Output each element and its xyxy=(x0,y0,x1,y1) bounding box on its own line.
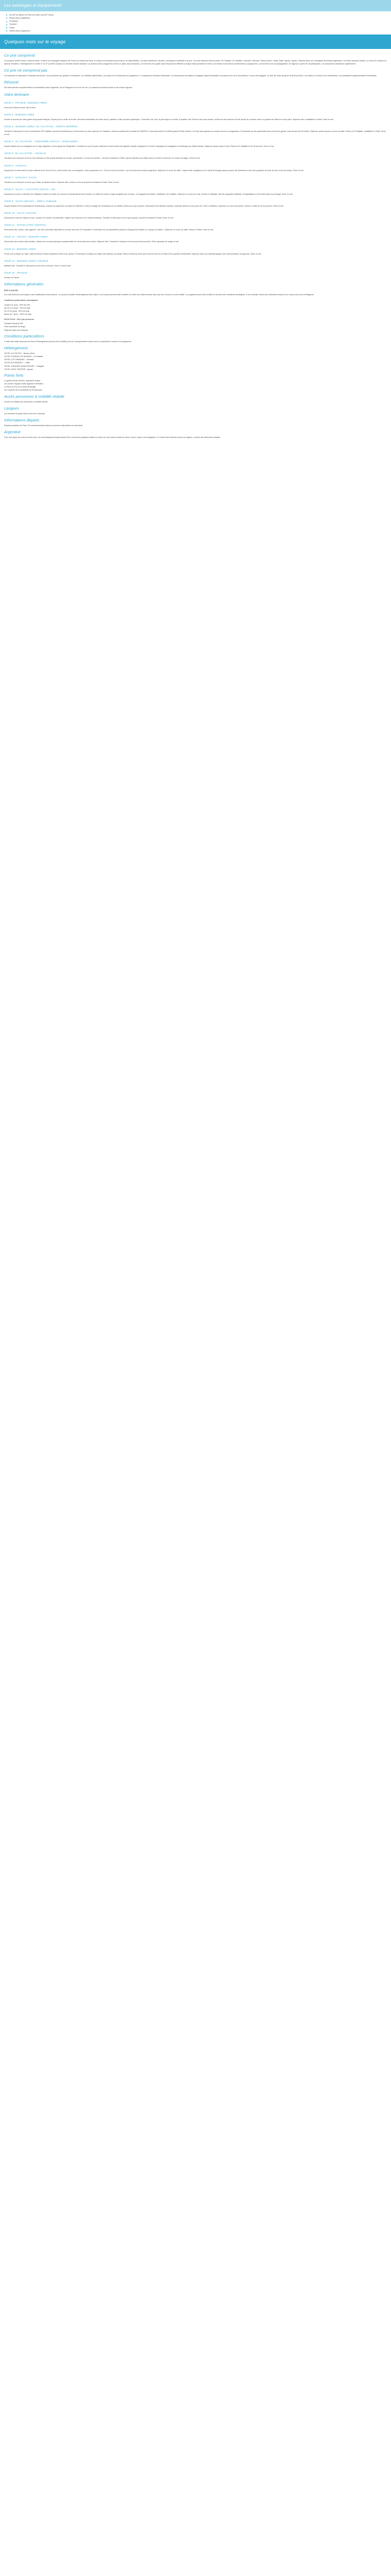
day-title: JOUR 10 : SALTA / IGUAZU xyxy=(4,212,37,215)
not-included-title: Ce prix ne comprend pas xyxy=(4,68,47,73)
itinerary-day xyxy=(4,140,387,148)
list-item: HOTEL ALEJANDRO I – Salta xyxy=(4,362,30,364)
list-item: HOTEL CAFAYATE WINE RESORT – Cafayate xyxy=(4,365,44,367)
itinerary-day xyxy=(4,259,387,267)
not-included-body: Les boissons et dépenses à caractère personnel. Les pourboires aux guides et chauffeurs. Les activités optionnelles. Les repas non mentionnés au programme. Le supplément chambre individuelle. Les assurances annulation et bagages (option facultative à souscrire lors de la réservation). Le port des bagages. La taxe de sortie aéroport de Buenos Aires. Les visites ou entrées non mentionnées. Les prestations supplémentaires éventuelles. xyxy=(4,75,377,77)
itinerary-day xyxy=(4,223,387,231)
info-body: Les vols intérieurs sont sujets à des modifications sans préavis ; ce qui peut modifier l'aménagement des visites. Les horaires peuvent être modifiés et l'ordre des visites inversé sans que leur contenu en soit modifié. Le programme peut être modifié en fonction des conditions climatiques. Il est conseillé d'avoir des vêtements chauds et un coupe-vent pour la Patagonie. xyxy=(4,294,315,296)
trip-banner-title: Quelques mots sur le voyage xyxy=(4,39,66,44)
day-title: JOUR 6 : USHUAIA xyxy=(4,164,27,167)
cancel-conditions-title: Conditions particulières d'annulation : xyxy=(4,299,39,302)
itinerary-day xyxy=(4,211,387,219)
day-title: JOUR 13 : BUENOS AIRES xyxy=(4,247,36,250)
amenity-item: Visites selon programme xyxy=(6,29,387,32)
itinerary-day xyxy=(4,271,387,279)
day-body: Arrivée et accueil par votre guide local parlant français. Départ pour la visite de la ville, deuxième destination de notre circuit, capitale et ville portuaire dynamique : l'Avenida 9 de Julio, la plus large au monde, le quartier San Telmo et ses rues pavées, la Boca et ses maisons de tôle peinte de couleurs vives, le quartier de Palermo et ses parcs. Déjeuner libre. Installation à l'hôtel. Dîner et nuit. xyxy=(4,118,334,121)
day-title: JOUR 1 : FRANCE / BUENOS AIRES xyxy=(4,101,47,104)
amenities-section xyxy=(0,11,391,32)
day-title: JOUR 9 : SALTA (360 km) – 4000 m d'altitude xyxy=(4,199,57,202)
day-title: JOUR 4 : EL CALAFATE – CROISIÈRE UPSALA – SPEGAZZINI xyxy=(4,140,78,143)
included-body: Le transport aérien France / Buenos Aires / France sur compagnie régulière Air France au départ de Paris, en classe économique (sous réserve de disponibilité). Les taxes aériennes, sécurité, surcharge et solidarité à ce jour. Les vols intérieurs Buenos Aires / El Calafate / El Calafate / Ushuaia / Ushuaia / Buenos Aires / Salta, Salta / Iguazu, Iguazu / Buenos Aires sur compagnie Aerolineas Argentinas. Les taxes aéroport locales. Le circuit en minibus ou autocar climatisé. L'hébergement en hôtels 3* ou 4* (normes locales) en chambre double standard. La pension selon programme (menus 2 plats, sans boissons). Les services d'un guide local francophone différent à chaque étape pendant le circuit. Les visites et excursions mentionnées au programme. Les services d'un accompagnateur de l'agence à partir de 15 participants. Les assurances assistance rapatriement. xyxy=(4,59,386,65)
amenity-item: Guide xyxy=(6,26,387,29)
country-body: Pour tout séjour de moins de trois mois, les ressortissants français doivent être munis d'un passeport valide au moins six mois après la date de retour. Aucun vaccin n'est obligatoire. Le climat varie fortement selon les régions : prévoir des vêtements adaptés. xyxy=(4,436,221,438)
day-title: JOUR 2 : BUENOS AIRES xyxy=(4,113,35,116)
day-title: JOUR 7 : USHUAIA / SALTA xyxy=(4,176,37,179)
itinerary-day xyxy=(4,199,387,208)
day-title: JOUR 12 : IGUAZU / BUENOS AIRES xyxy=(4,235,48,239)
specific-conditions-body: L'ordre des visites ainsi que les lieux d'hébergement peuvent être modifiés par nos correspondants locaux tout en respectant le contenu du programme. xyxy=(4,340,132,343)
included-title: Ce prix comprend xyxy=(4,53,35,58)
itinerary-day xyxy=(4,247,387,256)
amenity-item: Transfert xyxy=(6,23,387,26)
list-item: HOTEL POSADA LOS ÁLAMOS – El Calafate xyxy=(4,355,43,358)
day-body: Transfert à l'aéroport et envol à destination d'El Calafate. Accueil et transfert pour la découverte du parc national Los Glaciares, classé au patrimoine mondial de l'UNESCO. Vous découvrirez le célèbre glacier Perito Moreno, l'un des rares glaciers au monde encore en progression. Promenade sur les passerelles face au front du glacier, haut de plus de 60 mètres. Déjeuner panier-repas en cours de visite. Retour à El Calafate. Installation à l'hôtel. Dîner et nuit. xyxy=(4,130,386,136)
day-body: Transfert vers l'aéroport et envol pour Salta, via Buenos Aires. Déjeuner libre. Arrivée en fin de journée et transfert à l'hôtel. Dîner et nuit. xyxy=(4,181,119,183)
day-title: JOUR 8 : SALTA – CAFAYATE (400 km – 6h) xyxy=(4,188,56,191)
bullet-icon xyxy=(6,24,7,25)
lodging-list xyxy=(4,352,387,371)
pack-title: PACK PLUS : 140 € par personne xyxy=(4,318,34,321)
summary-title: Résumé xyxy=(4,80,19,85)
amenities-banner-title: Les avantages et équipements xyxy=(4,3,62,8)
list-item: Les couleurs de la Quebrada de Humahuaca xyxy=(4,389,42,392)
day-title: JOUR 5 : EL CALAFATE – USHUAIA xyxy=(4,152,46,155)
accessibility-body: Circuit non adapté aux personnes à mobilité réduite. xyxy=(4,400,48,403)
day-body: Départ pour la découverte du parc national de la Terre de Feu, entre forêts, lacs et montagnes. Vous emprunterez le « Train du bout du monde » sur les traces des anciens bagnards. Déjeuner en cours de visite. L'après-midi, navigation sur le canal de Beagle jusqu'au phare des Éclaireurs et aux îles peuplées de lions de mer et de cormorans. Dîner et nuit. xyxy=(4,169,304,172)
day-body: Découverte des chutes côté brésilien, offrant une vue panoramique exceptionnelle sur l'ensemble des chutes. Déjeuner libre. Transfert à l'aéroport et envol pour Buenos Aires. Dîner spectacle de tango et nuit. xyxy=(4,241,179,243)
itinerary-day xyxy=(4,125,387,136)
itinerary-day xyxy=(4,113,387,121)
list-item: Le glacier Perito Moreno, spectacle unique xyxy=(4,379,40,382)
day-body: Départ matinal vers la Quebrada de Humahuaca, classée au patrimoine mondial de l'UNESCO. Arrêt au village de Purmamarca et sa célèbre colline aux sept couleurs. Découverte des Salinas Grandes, immense désert de sel à plus de 3 400 m d'altitude. Déjeuner en cours d'excursion. Retour à Salta en fin de journée. Dîner et nuit. xyxy=(4,205,284,207)
itinerary-day xyxy=(4,164,387,172)
day-body: Découverte des chutes, côté argentin, l'une des merveilles naturelles du monde avec ses 275 cascades. Promenade sur les passerelles jusqu'à la Garganta del Diablo, la « gorge du diable ». Déjeuner en cours de visite. Retour à l'hôtel. Dîner et nuit. xyxy=(4,229,214,231)
trip-content xyxy=(0,49,391,439)
amenities-banner xyxy=(0,0,391,11)
amenity-item: Vol A/R au départ de Paris (vol opéré par Air France) xyxy=(6,13,387,16)
list-item: De 30 à 21 jours : 75% de frais xyxy=(4,307,30,309)
lodging-title: Hébergement xyxy=(4,345,28,350)
day-body: Matinée libre. Transfert à l'aéroport et envol vers la France. Dîner et nuit à bord. xyxy=(4,264,72,267)
bullet-icon xyxy=(6,18,7,19)
amenity-item: Repas selon programme xyxy=(6,16,387,20)
day-title: JOUR 14 : BUENOS AIRES / FRANCE xyxy=(4,259,48,262)
list-item: Les chutes d'Iguazu côtés argentin et brésilien xyxy=(4,383,43,385)
strengths-title: Points forts xyxy=(4,372,24,378)
list-item: Moins de 7 jours : 100% de frais xyxy=(4,313,31,315)
day-body: Départ matinal pour la navigation sur le Lago Argentino, le plus grand lac d'Argentine. Croisière au cœur du parc national à la découverte des glaciers Upsala, Spegazzini et Onelli. Paysages de montagnes et d'icebergs aux reflets bleutés. Déjeuner panier-repas à bord. Retour à El Calafate en fin de journée. Dîner et nuit. xyxy=(4,145,274,148)
accessibility-title: Accès personnes à mobilité réduite xyxy=(4,394,64,399)
pack-list xyxy=(4,322,387,331)
languages-title: Langues xyxy=(4,405,19,411)
day-title: JOUR 15 : FRANCE xyxy=(4,271,27,274)
day-body: Découverte à pied de Salta la Linda : la place du 9 juillet, la cathédrale, l'église San Francisco et le marché artisanal. Transfert à l'aéroport et envol pour Iguazu. Accueil et transfert à l'hôtel. Dîner et nuit. xyxy=(4,217,174,219)
bullet-icon xyxy=(6,14,7,15)
country-title: Argentine xyxy=(4,429,21,434)
itinerary-day xyxy=(4,188,387,196)
summary-body: Des découvertes exceptionnelles et inoubliables dans l'Argentine, de la Patagonie à la Terre de Feu, en passant par Buenos Aires et les chutes d'Iguazu. xyxy=(4,87,133,89)
day-title: JOUR 3 : BUENOS AIRES / EL CALAFATE – PERITO MORENO xyxy=(4,125,78,128)
day-body: Route vers la région du Tigre, delta du fleuve Paraná, labyrinthe d'îles et de canaux. Promenade en bateau au milieu des maisons sur pilotis. Retour à Buenos Aires par le bord du Río de la Plata et les quartiers résidentiels. Déjeuner dans une estancia typique avec démonstration de gauchos. Dîner et nuit. xyxy=(4,252,262,255)
itinerary-day xyxy=(4,235,387,243)
list-item: HOTEL LOI SUITES – Buenos Aires xyxy=(4,352,35,354)
amenity-item: Chambres xyxy=(6,20,387,23)
day-body: Arrivée en France. xyxy=(4,276,20,279)
info-subtitle: BON À SAVOIR xyxy=(4,290,18,292)
list-item: HOTEL LOS YÁMANAS – Ushuaia xyxy=(4,359,34,361)
info-title: Informations générales xyxy=(4,282,44,287)
bullet-icon xyxy=(6,27,7,28)
strengths-list xyxy=(4,379,387,392)
list-item: Jusqu'à 31 jours : 60% de frais xyxy=(4,303,30,306)
itinerary-day xyxy=(4,151,387,160)
itinerary-day xyxy=(4,176,387,184)
list-item: Déjeuner dans une estancia xyxy=(4,329,28,331)
list-item: La Terre de Feu et le canal de Beagle xyxy=(4,386,36,388)
departures-title: Informations départs xyxy=(4,417,40,422)
itinerary-title: Votre itinéraire xyxy=(4,92,29,97)
trip-banner xyxy=(0,35,391,49)
bullet-icon xyxy=(6,30,7,31)
languages-body: Les services du guide local se feront en français. xyxy=(4,412,45,415)
itinerary-day xyxy=(4,101,387,109)
cancel-conditions-list xyxy=(4,303,387,316)
list-item: HOTEL SAINT GEORGE – Iguazu xyxy=(4,368,34,370)
specific-conditions-title: Conditions particulières xyxy=(4,333,44,338)
list-item: De 20 à 8 jours : 90% de frais xyxy=(4,310,29,312)
list-item: Transfert aéroport A/R xyxy=(4,323,23,325)
list-item: Dîner spectacle de tango xyxy=(4,326,25,328)
departures-body: Départs possibles de Paris. Pré-acheminements depuis la province disponibles sur demande. xyxy=(4,424,83,427)
day-body: Envol pour Buenos Aires. Nuit à bord. xyxy=(4,106,36,109)
day-body: Départ par la route en direction de Cafayate à travers la vallée de Lerma et la Quebrada de las Conchas, un défilé de roches rouges sculptées par l'érosion : la Garganta del Diablo, l'Anfiteatro, les Castillos. Déjeuner en cours de route. Arrivée à Cafayate, cité des vignobles d'altitude, et dégustation du Torrontés dans une bodega. Dîner et nuit. xyxy=(4,193,293,195)
day-title: JOUR 11 : IGUAZU (Côté Argentine) xyxy=(4,224,46,227)
day-body: Transfert vers l'aéroport et envol vers Ushuaia, la ville la plus australe du monde, surnommée « le bout du monde ». Accueil et transfert à l'hôtel. Après-midi libre pour flâner dans le centre et découvrir le musée du bagne. Dîner et nuit. xyxy=(4,157,201,160)
amenities-list xyxy=(6,13,387,32)
bullet-icon xyxy=(6,21,7,22)
